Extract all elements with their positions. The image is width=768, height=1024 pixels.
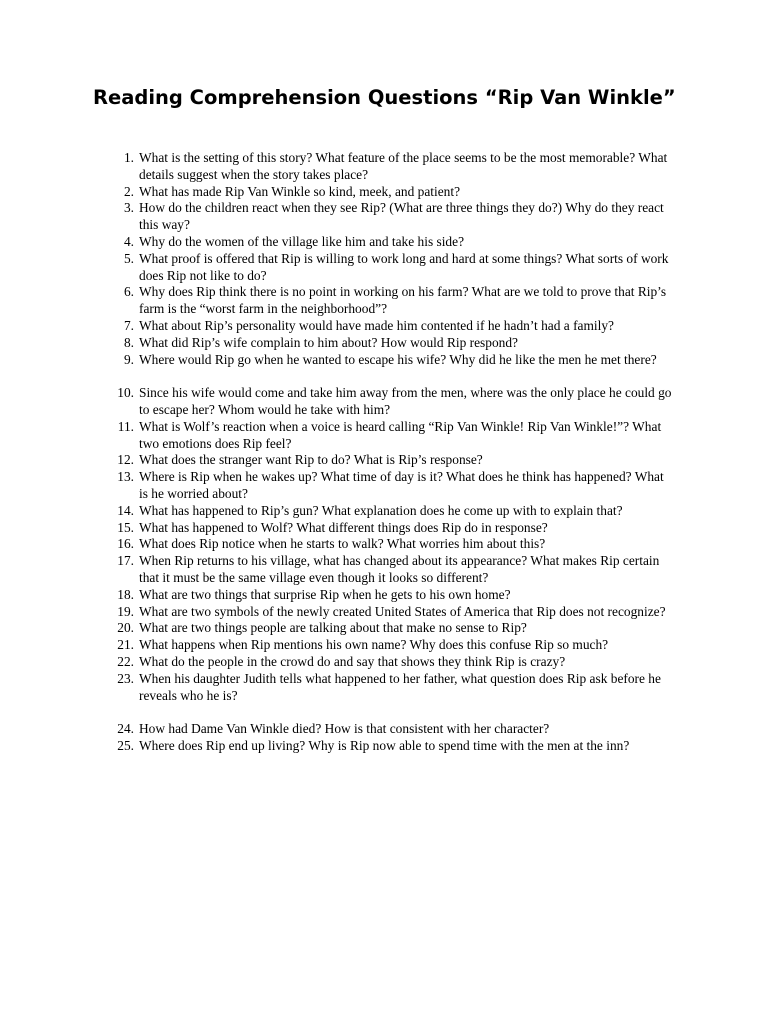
list-item xyxy=(0,419,768,453)
list-item xyxy=(0,335,768,352)
question-text: When his daughter Judith tells what happened to her father, what question does Rip ask before he reveals who he is? xyxy=(139,670,661,703)
list-item xyxy=(0,721,768,738)
list-item xyxy=(0,536,768,553)
question-number: 14. xyxy=(117,502,134,518)
question-number: 6. xyxy=(123,284,134,300)
question-text: When Rip returns to his village, what has changed about its appearance? What makes Rip certain that it must be the same village even though it looks so different? xyxy=(139,553,660,585)
question-number: 5. xyxy=(123,250,134,266)
question-text: What are two symbols of the newly created United States of America that Rip does not recognize? xyxy=(139,603,666,619)
question-number: 3. xyxy=(123,200,134,216)
question-text: Why does Rip think there is no point in working on his farm? What are we told to prove that Rip’s farm is the “worst farm in the neighborhood”? xyxy=(139,284,667,317)
question-text: Where is Rip when he wakes up? What time of day is it? What does he think has happened? What is he worried about? xyxy=(139,469,664,501)
list-item xyxy=(0,318,768,335)
list-item xyxy=(0,654,768,671)
question-number: 15. xyxy=(117,519,134,535)
question-text: What did Rip’s wife complain to him about? How would Rip respond? xyxy=(139,334,518,350)
question-text: Where would Rip go when he wanted to escape his wife? Why did he like the men he met there? xyxy=(139,351,657,367)
question-text: What is Wolf’s reaction when a voice is heard calling “Rip Van Winkle! Rip Van Winkle!”? What two emotions does Rip feel? xyxy=(139,418,662,451)
list-item xyxy=(0,150,768,184)
question-text: What does the stranger want Rip to do? What is Rip’s response? xyxy=(139,452,483,468)
list-item xyxy=(0,637,768,654)
question-number: 10. xyxy=(117,385,134,401)
question-number: 16. xyxy=(117,536,134,552)
question-number: 24. xyxy=(117,721,134,737)
list-item xyxy=(0,200,768,234)
page-title: Reading Comprehension Questions “Rip Van Winkle” xyxy=(93,86,676,109)
question-number: 13. xyxy=(117,469,134,485)
question-text: What has happened to Wolf? What different things does Rip do in response? xyxy=(139,519,548,535)
question-number: 9. xyxy=(123,351,134,367)
question-text: What has made Rip Van Winkle so kind, meek, and patient? xyxy=(139,183,461,199)
question-text: Why do the women of the village like him and take his side? xyxy=(139,233,465,249)
question-number: 12. xyxy=(117,452,134,468)
question-number: 2. xyxy=(123,183,134,199)
question-text: What does Rip notice when he starts to walk? What worries him about this? xyxy=(139,536,546,552)
list-item xyxy=(0,234,768,251)
list-item xyxy=(0,452,768,469)
question-text: What happens when Rip mentions his own name? Why does this confuse Rip so much? xyxy=(139,637,609,653)
list-item xyxy=(0,620,768,637)
question-number: 23. xyxy=(117,670,134,686)
question-text: What is the setting of this story? What feature of the place seems to be the most memorable? What details suggest when the story takes place? xyxy=(139,150,668,182)
question-text: Where does Rip end up living? Why is Rip now able to spend time with the men at the inn? xyxy=(139,737,630,753)
question-text: Since his wife would come and take him away from the men, where was the only place he could go to escape her? Whom would he take with him? xyxy=(139,385,672,417)
list-item xyxy=(0,469,768,503)
question-number: 20. xyxy=(117,620,134,636)
question-number: 18. xyxy=(117,586,134,602)
question-number: 22. xyxy=(117,653,134,669)
question-text: What are two things people are talking about that make no sense to Rip? xyxy=(139,620,527,636)
question-text: What has happened to Rip’s gun? What explanation does he come up with to explain that? xyxy=(139,502,623,518)
list-item xyxy=(0,385,768,419)
list-item xyxy=(0,503,768,520)
list-item xyxy=(0,604,768,621)
list-item xyxy=(0,284,768,318)
question-text: How had Dame Van Winkle died? How is that consistent with her character? xyxy=(139,721,550,737)
list-item xyxy=(0,352,768,369)
question-text: What do the people in the crowd do and say that shows they think Rip is crazy? xyxy=(139,653,566,669)
question-list xyxy=(0,150,768,755)
list-item xyxy=(0,671,768,705)
question-number: 1. xyxy=(123,150,134,165)
question-text: What about Rip’s personality would have made him contented if he hadn’t had a family? xyxy=(139,317,614,333)
list-item xyxy=(0,553,768,587)
list-item xyxy=(0,520,768,537)
question-text: What proof is offered that Rip is willing to work long and hard at some things? What sorts of work does Rip not like to do? xyxy=(139,250,669,283)
list-item xyxy=(0,251,768,285)
question-text: What are two things that surprise Rip when he gets to his own home? xyxy=(139,586,511,602)
question-number: 8. xyxy=(123,334,134,350)
list-item xyxy=(0,587,768,604)
list-item xyxy=(0,184,768,201)
question-number: 21. xyxy=(117,637,134,653)
list-item xyxy=(0,738,768,755)
question-text: How do the children react when they see Rip? (What are three things they do?) Why do they react this way? xyxy=(139,200,664,233)
question-number: 11. xyxy=(117,418,134,434)
question-number: 4. xyxy=(123,233,134,249)
question-number: 19. xyxy=(117,603,134,619)
question-number: 17. xyxy=(117,553,134,569)
question-number: 25. xyxy=(117,737,134,753)
question-number: 7. xyxy=(123,317,134,333)
